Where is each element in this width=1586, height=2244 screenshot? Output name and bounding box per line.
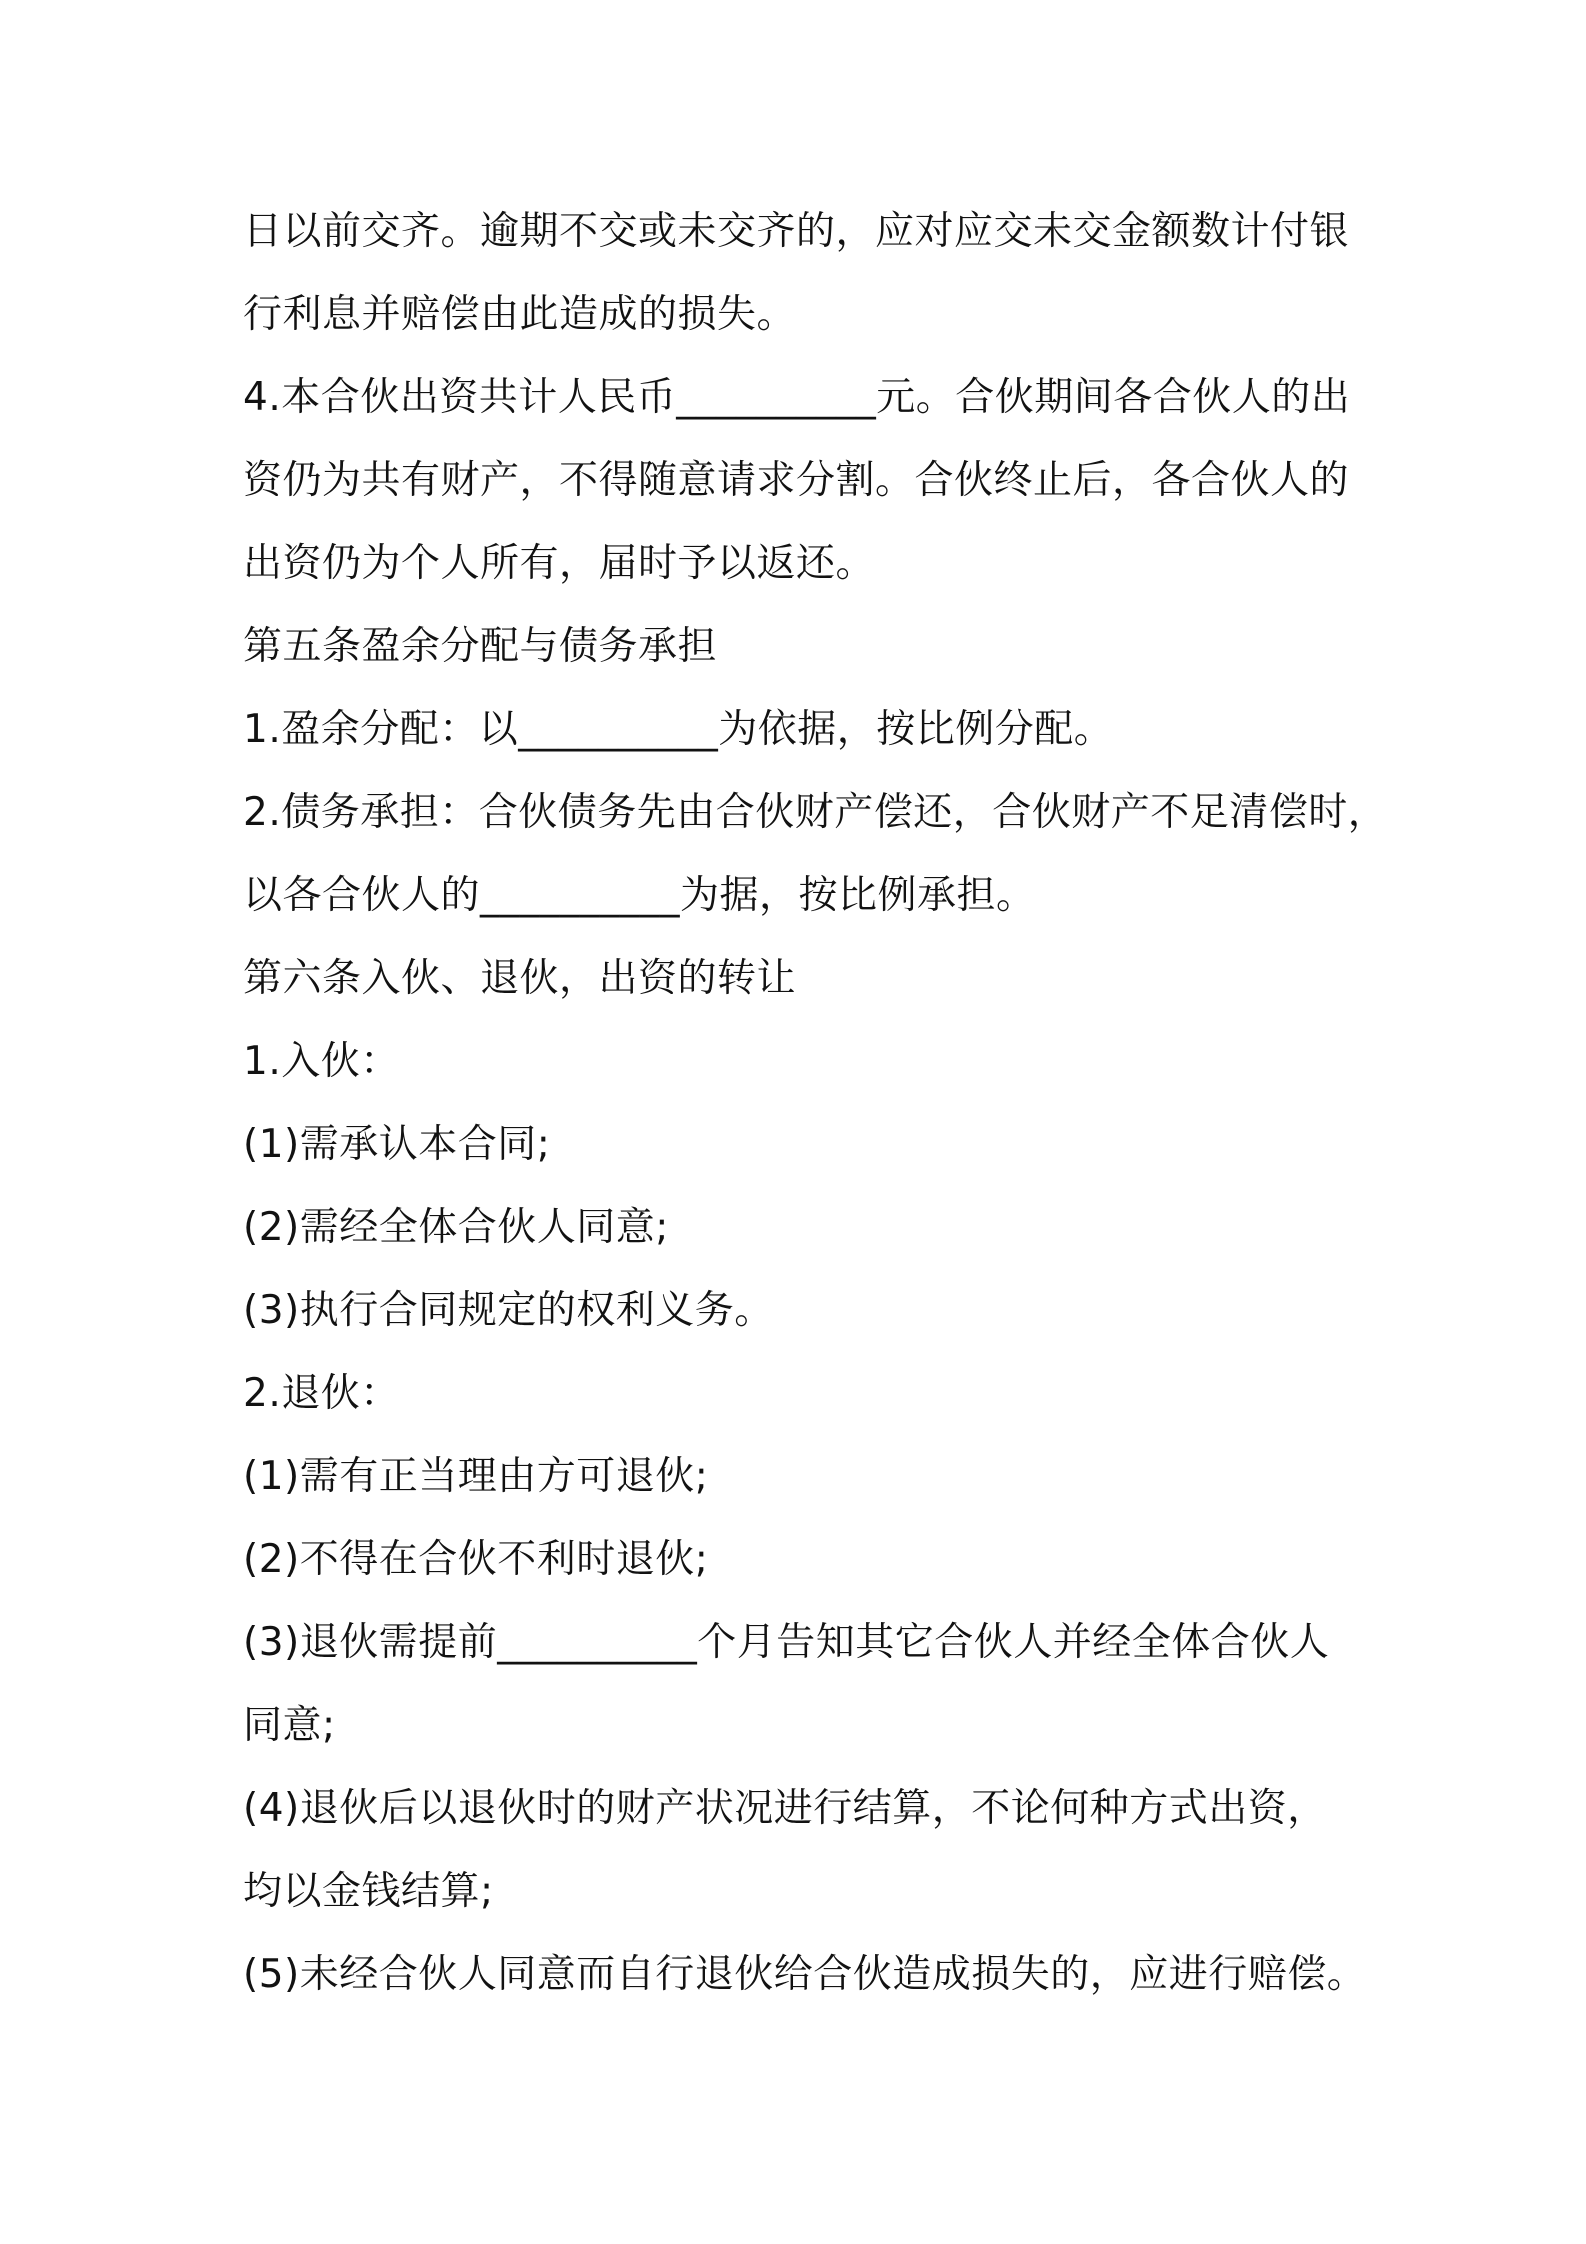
list-item [243,1103,1363,1186]
text-line: 以各合伙人的__________为据，按比例承担。 [243,873,1036,918]
list-item [243,1518,1363,1601]
paragraph-payment-deadline [243,190,1363,356]
text-line: 1.盈余分配：以__________为依据，按比例分配。 [243,707,1114,752]
list-item [243,1269,1363,1352]
text-line: 2.退伙： [243,1371,400,1416]
text-line: 日以前交齐。逾期不交或未交齐的，应对应交未交金额数计付银 [243,209,1350,254]
text-line: (3)退伙需提前__________个月告知其它合伙人并经全体合伙人 [243,1620,1330,1665]
document-body [243,190,1388,2016]
text-line: (4)退伙后以退伙时的财产状况进行结算，不论何种方式出资， [243,1786,1327,1831]
text-line: (1)需有正当理由方可退伙; [243,1454,709,1499]
paragraph-total-capital [243,356,1363,605]
text-line: 行利息并赔偿由此造成的损失。 [243,292,797,337]
paragraph-debt-bearing [243,771,1388,937]
list-item [243,1933,1367,2016]
text-line: 均以金钱结算; [243,1869,494,1914]
text-line: 2.债务承担：合伙债务先由合伙财产偿还，合伙财产不足清偿时， [243,790,1388,835]
section-heading-article-5 [243,605,1363,688]
text-line: 同意; [243,1703,336,1748]
text-line: (3)执行合同规定的权利义务。 [243,1288,774,1333]
text-line: 第五条盈余分配与债务承担 [243,624,718,669]
paragraph-profit-distribution [243,688,1363,771]
text-line: (2)不得在合伙不利时退伙; [243,1537,709,1582]
text-line: 资仍为共有财产，不得随意请求分割。合伙终止后，各合伙人的 [243,458,1350,503]
list-item [243,1767,1363,1933]
section-heading-article-6 [243,937,1363,1020]
text-line: (2)需经全体合伙人同意; [243,1205,669,1250]
list-heading-withdrawal [243,1352,1363,1435]
text-line: (5)未经合伙人同意而自行退伙给合伙造成损失的，应进行赔偿。 [243,1952,1367,1997]
list-item [243,1435,1363,1518]
list-heading-joining [243,1020,1363,1103]
text-line: 4.本合伙出资共计人民币__________元。合伙期间各合伙人的出 [243,375,1351,420]
text-line: 出资仍为个人所有，届时予以返还。 [243,541,876,586]
text-line: (1)需承认本合同; [243,1122,551,1167]
text-line: 1.入伙： [243,1039,400,1084]
list-item [243,1186,1363,1269]
list-item [243,1601,1363,1767]
text-line: 第六条入伙、退伙，出资的转让 [243,956,797,1001]
